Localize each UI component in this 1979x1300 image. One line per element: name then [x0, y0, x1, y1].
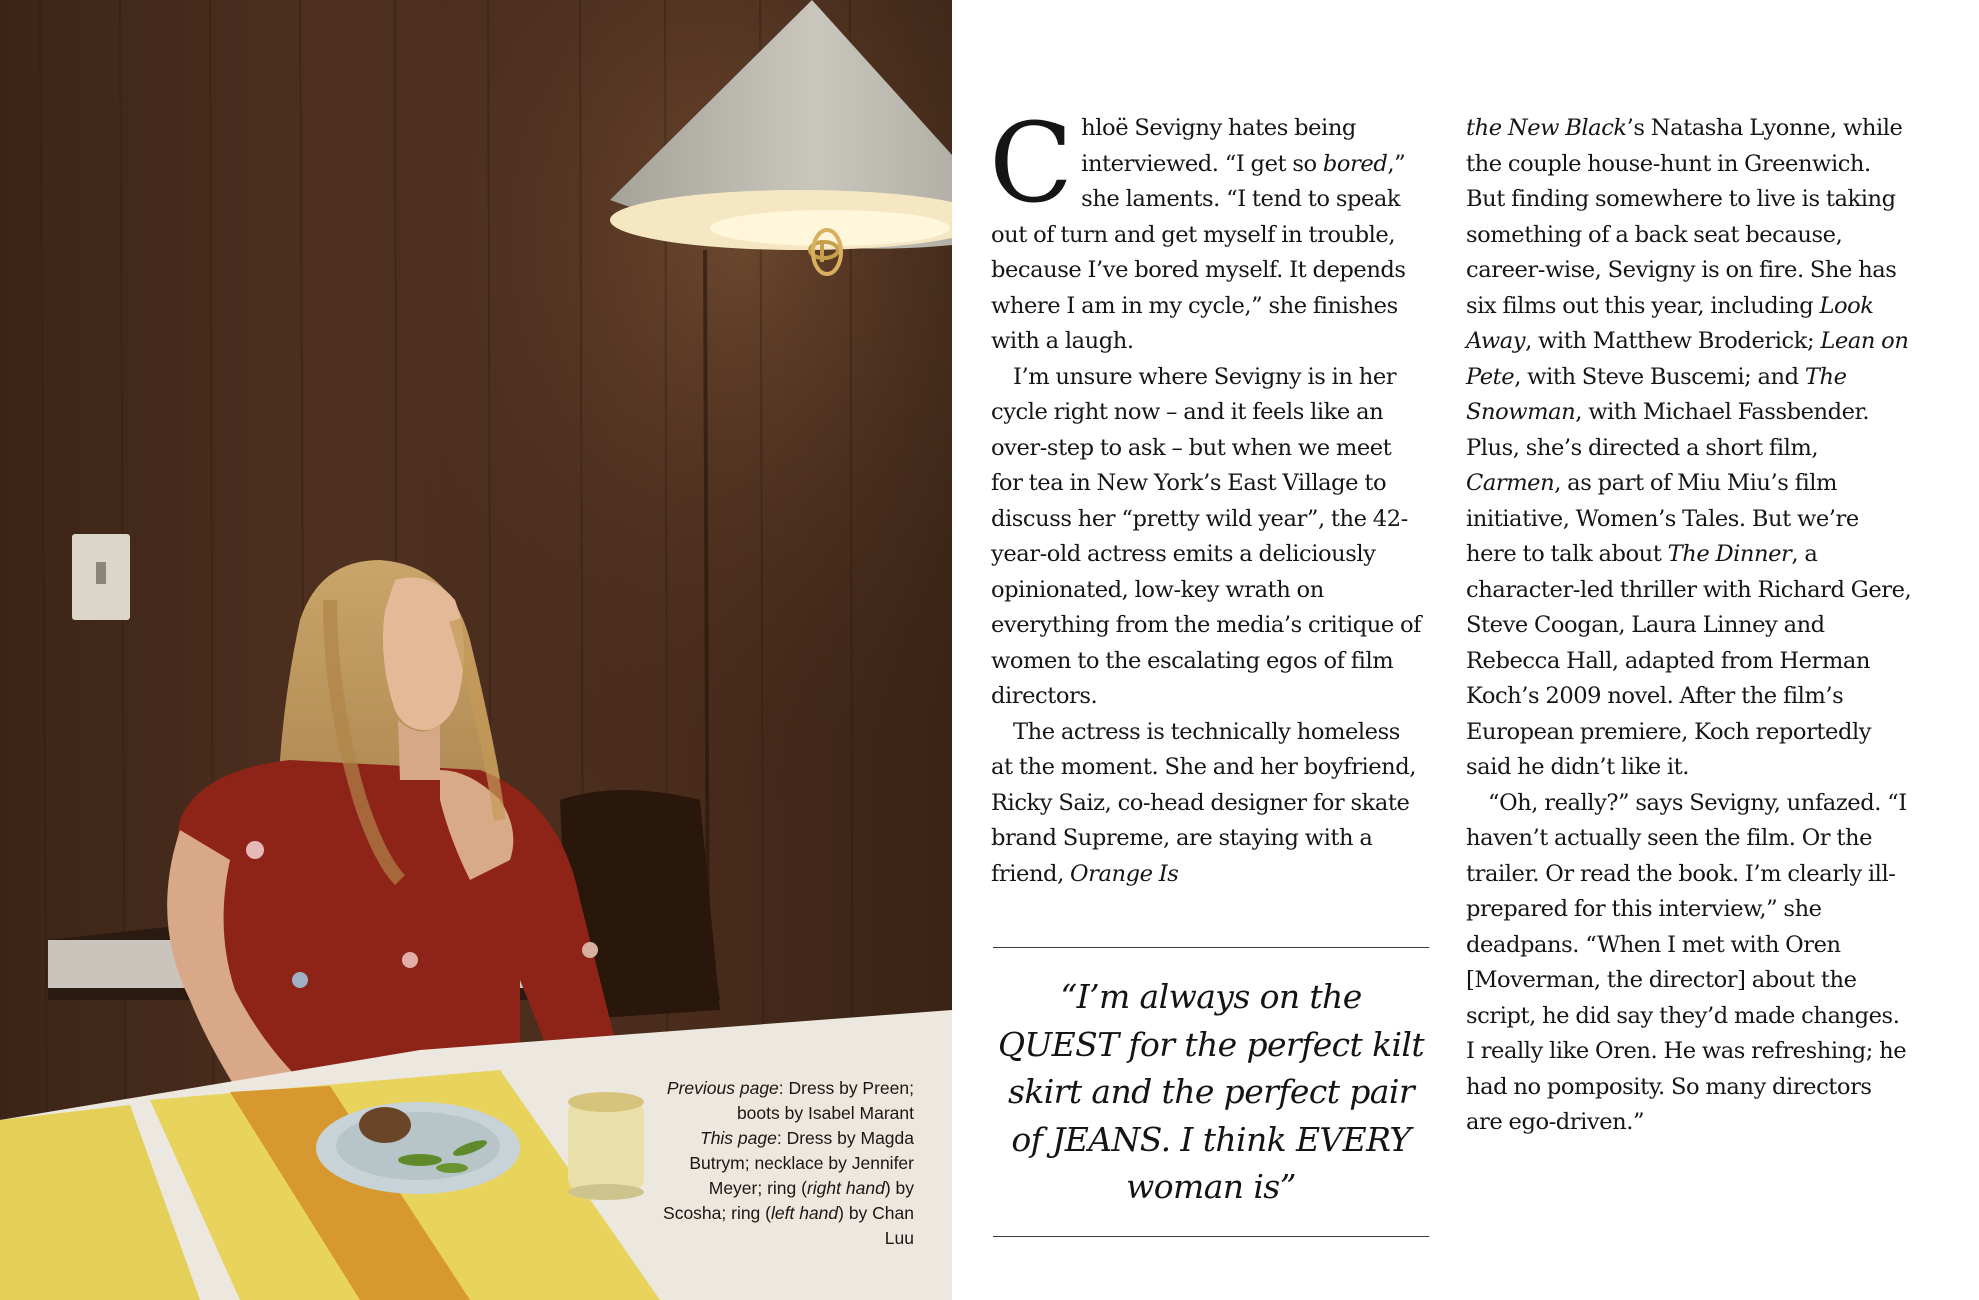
photo-caption — [660, 1076, 914, 1251]
p3c-italic-c: Look Away — [1466, 292, 1874, 354]
caption-chan-luu-text: ) by Chan Luu — [838, 1203, 914, 1248]
p3c-text-d: , with Matthew Broderick; — [1525, 328, 1821, 354]
article-paragraph-3-continued — [1466, 111, 1912, 786]
pull-quote — [993, 947, 1429, 1237]
caption-this-page-label: This page — [700, 1128, 777, 1148]
p3c-italic-a: the New Black — [1466, 115, 1627, 141]
drop-cap: C — [989, 99, 1074, 227]
article-column-left — [989, 99, 1427, 892]
p3c-italic-e: Lean on Pete — [1466, 328, 1909, 390]
article-paragraph-1 — [989, 99, 1427, 360]
p1-text-a: hloë Sevigny hates being interviewed. “I get so — [1081, 115, 1356, 177]
p3-text-a: The actress is technically homeless at the moment. She and her boyfriend, Ricky Saiz, co-head designer for skate brand Supreme, are staying with a friend, — [991, 718, 1417, 887]
p3c-text-j: , as part of Miu Miu’s film initiative, Women’s Tales. But we’re here to talk about — [1466, 470, 1859, 567]
p3c-text-h: , with Michael Fassbender. Plus, she’s directed a short film, — [1466, 399, 1870, 461]
light-switch — [72, 534, 130, 620]
article-paragraph-3 — [991, 715, 1427, 893]
caption-scosha-text: ) by Scosha; ring ( — [663, 1178, 914, 1223]
p3-italic: Orange Is — [1070, 860, 1179, 887]
article-paragraph-2: I’m unsure where Sevigny is in her cycle right now – and it feels like an over-step to ask – but when we meet for tea in New York’s East Village to discuss her “pretty wild year”, the 42-year-old actress emits a deliciously opinionated, low-key wrath on everything from the media’s critique of women to the escalating egos of film directors. — [991, 363, 1422, 709]
caption-left-hand: left hand — [770, 1203, 839, 1223]
p3c-text-f: , with Steve Buscemi; and — [1514, 363, 1805, 390]
p3c-italic-i: Carmen — [1466, 470, 1555, 496]
caption-previous-page-text: : Dress by Preen; boots by Isabel Marant — [736, 1078, 914, 1123]
p1-italic: bored — [1322, 150, 1388, 177]
p3c-text-b: ’s Natasha Lyonne, while the couple house-hunt in Greenwich. But finding somewhere to live is taking something of a back seat because, career-wise, Sevigny is on fire. She has six films out this year, including — [1466, 115, 1903, 319]
pull-quote-text: “I’m always on the QUEST for the perfect kilt skirt and the perfect pair of JEANS. I think EVERY woman is” — [997, 977, 1425, 1207]
caption-this-page-text: : Dress by Magda Butrym; necklace by Jennifer Meyer; ring ( — [689, 1128, 914, 1198]
p3c-italic-g: The Snowman — [1466, 363, 1847, 425]
caption-right-hand: right hand — [806, 1178, 885, 1198]
article-paragraph-4: “Oh, really?” says Sevigny, unfazed. “I haven’t actually seen the film. Or the trailer. Or read the book. I’m clearly ill-prepared for this interview,” she deadpans. “When I met with Oren [Moverman, the director] about the script, he did say they’d made changes. I really like Oren. He was refreshing; he had no pomposity. So many directors are ego-driven.” — [1466, 789, 1907, 1135]
article-column-right — [1466, 111, 1912, 1141]
caption-previous-page-label: Previous page — [666, 1078, 779, 1098]
photo — [0, 0, 952, 1300]
p3c-text-l: , a character-led thriller with Richard Gere, Steve Coogan, Laura Linney and Rebecca Hall, adapted from Herman Koch’s 2009 novel. After the film’s European premiere, Koch reportedly said he didn’t like it. — [1466, 541, 1912, 780]
p3c-italic-k: The Dinner — [1667, 541, 1792, 567]
p1-text-c: ,” she laments. “I tend to speak out of turn and get myself in trouble, because I’ve bored myself. It depends where I am in my cycle,” she finishes with a laugh. — [991, 150, 1406, 354]
